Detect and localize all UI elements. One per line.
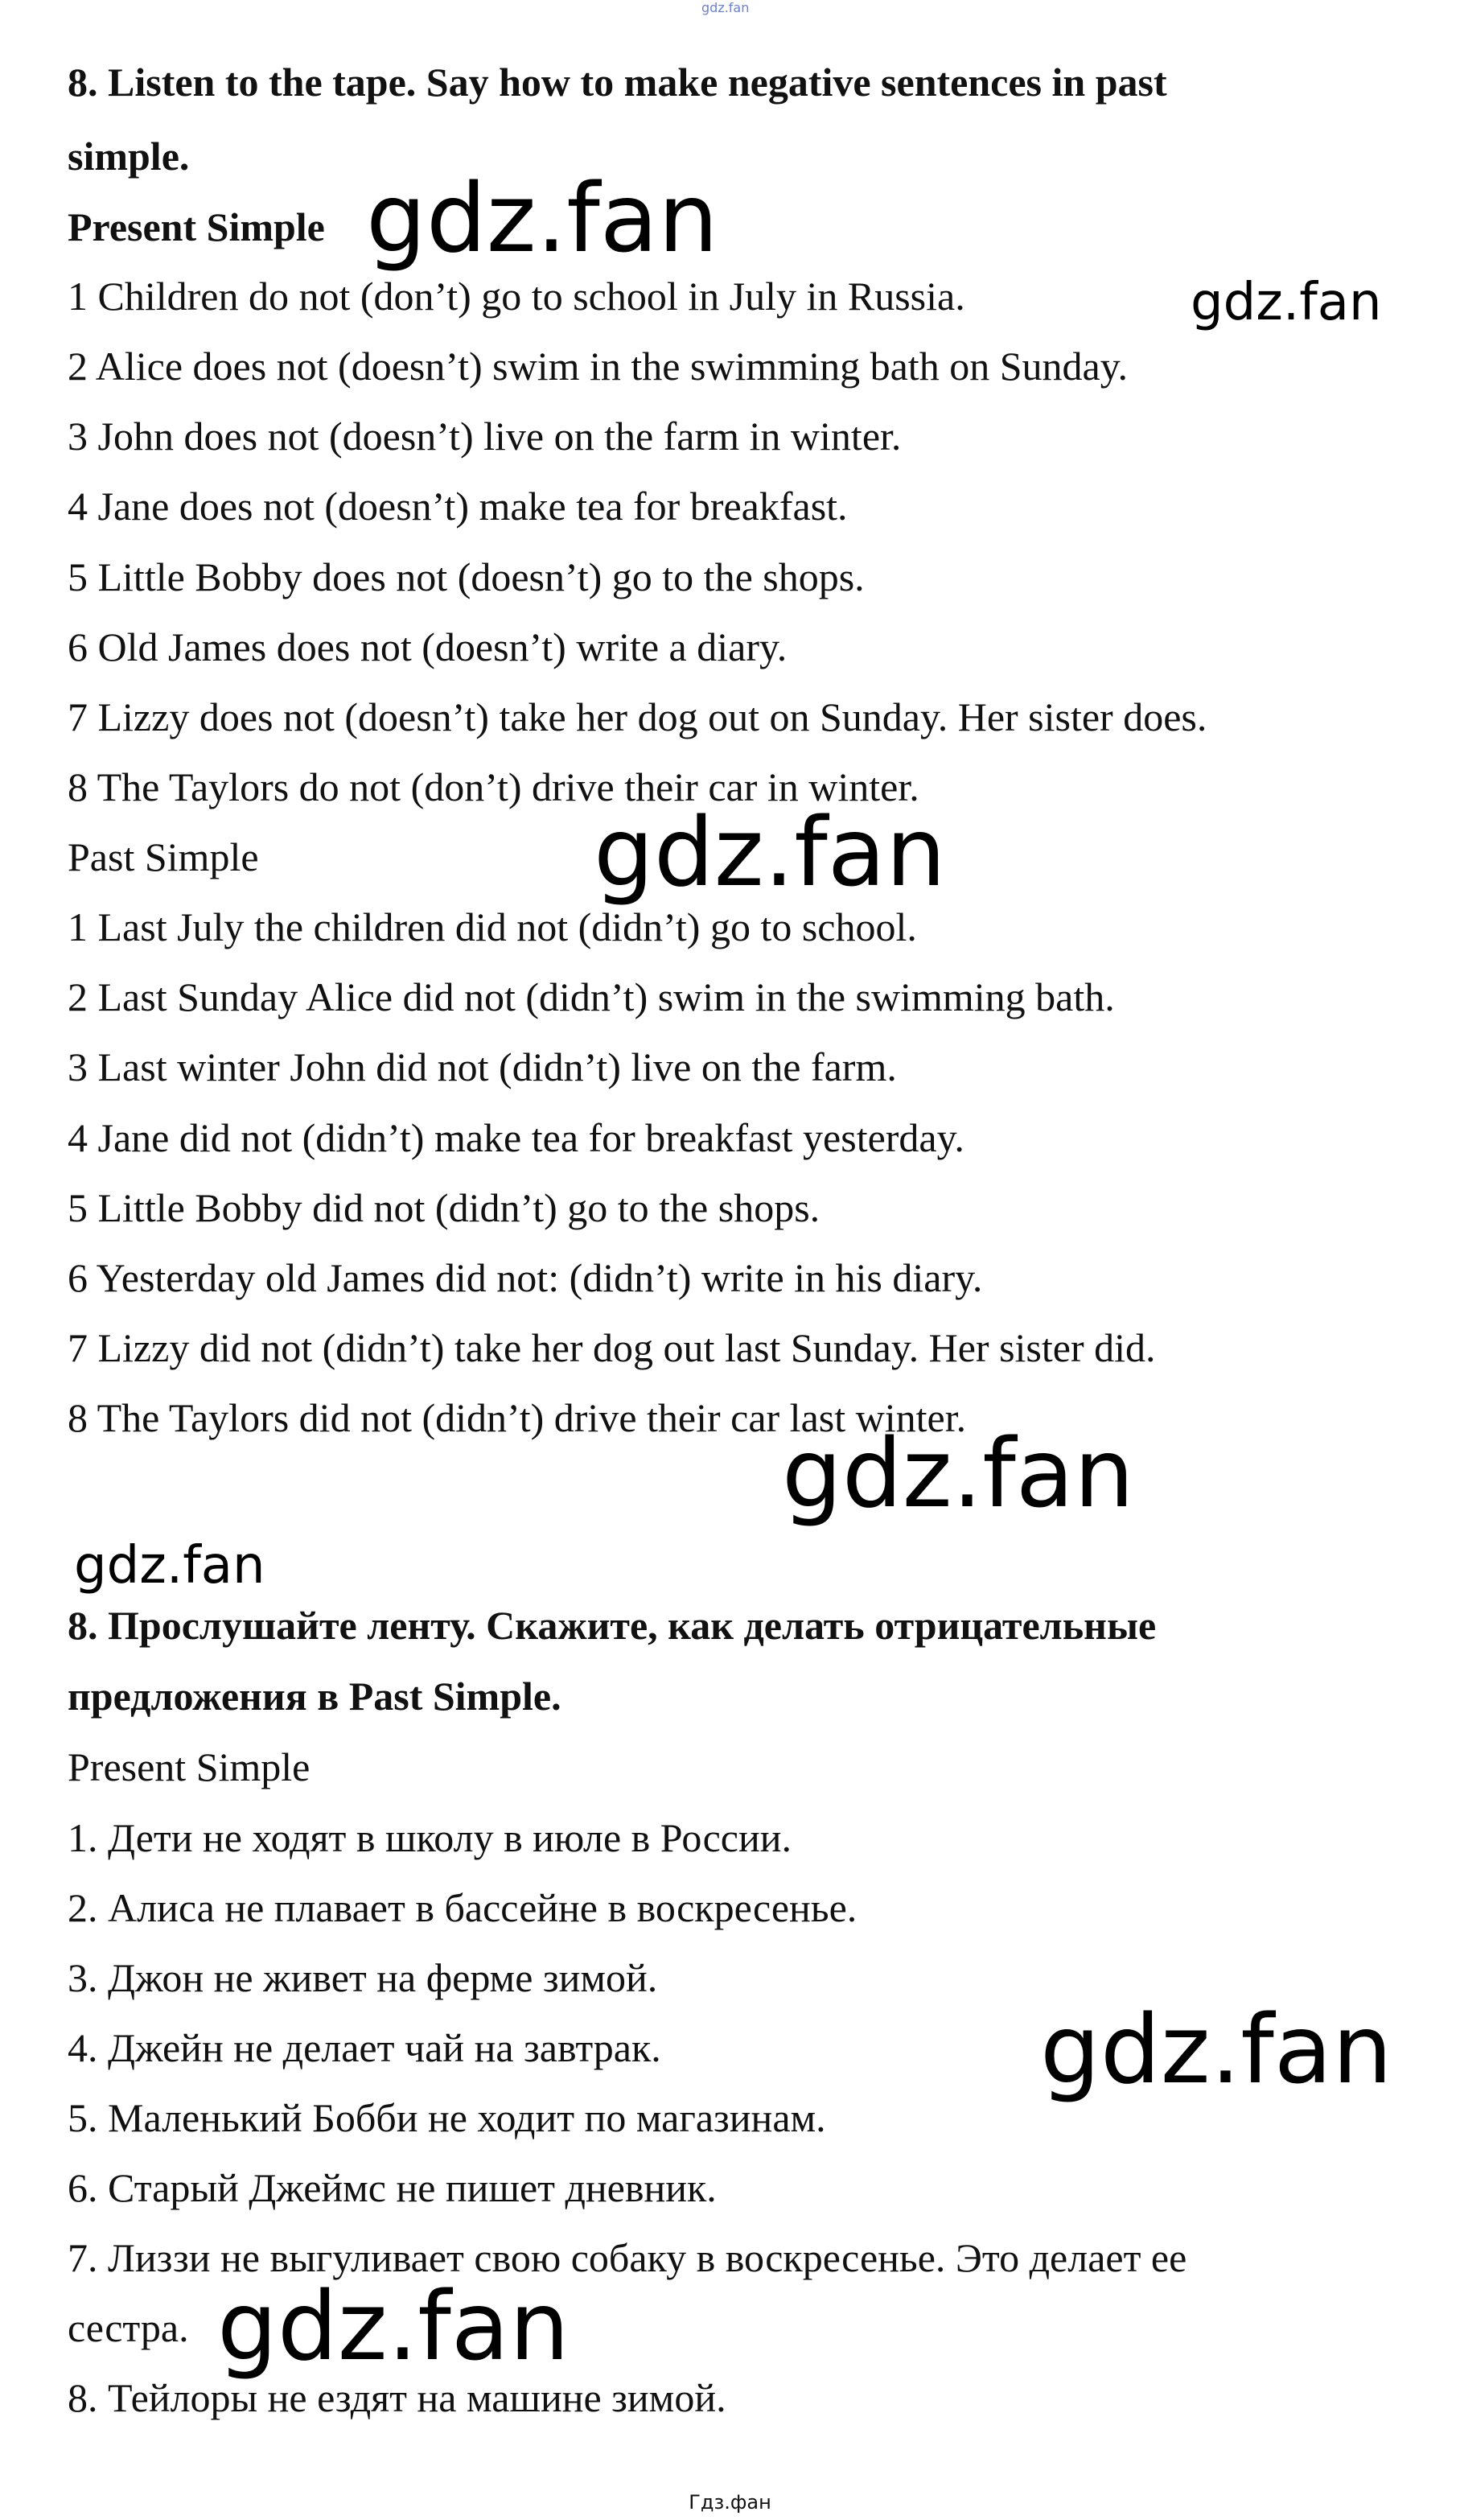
past-item-7: 7 Lizzy did not (didn’t) take her dog out last Sunday. Her sister did. (68, 1325, 1156, 1370)
ru-item-6: 6. Старый Джеймс не пишет дневник. (68, 2165, 717, 2210)
past-item-1: 1 Last July the children did not (didn’t) go to school. (68, 904, 917, 949)
exercise-heading: 8. Listen to the tape. Say how to make negative sentences in past (68, 60, 1167, 105)
watermark: gdz.fan (74, 1536, 265, 1596)
footer-text: Гдз.фан (689, 2491, 771, 2514)
present-item-5: 5 Little Bobby does not (doesn’t) go to the shops. (68, 554, 865, 599)
ru-present-simple-label: Present Simple (68, 1744, 311, 1789)
ru-item-7-continuation: сестра. (68, 2305, 189, 2350)
past-simple-label: Past Simple (68, 834, 259, 879)
present-item-1: 1 Children do not (don’t) go to school in July in Russia. (68, 274, 965, 319)
present-item-2: 2 Alice does not (doesn’t) swim in the swimming bath on Sunday. (68, 344, 1128, 389)
ru-item-1: 1. Дети не ходят в школу в июле в России. (68, 1815, 792, 1860)
ru-item-7: 7. Лиззи не выгуливает свою собаку в воскресенье. Это делает ее (68, 2235, 1187, 2280)
present-item-3: 3 John does not (doesn’t) live on the farm in winter. (68, 414, 902, 459)
past-item-8: 8 The Taylors did not (didn’t) drive their car last winter. (68, 1395, 967, 1440)
ru-item-4: 4. Джейн не делает чай на завтрак. (68, 2025, 661, 2070)
present-item-8: 8 The Taylors do not (don’t) drive their car in winter. (68, 764, 919, 809)
past-item-2: 2 Last Sunday Alice did not (didn’t) swim in the swimming bath. (68, 974, 1115, 1019)
present-item-6: 6 Old James does not (doesn’t) write a diary. (68, 624, 788, 669)
past-item-5: 5 Little Bobby did not (didn’t) go to the shops. (68, 1185, 820, 1230)
exercise-heading-continuation: simple. (68, 134, 190, 179)
past-item-4: 4 Jane did not (didn’t) make tea for breakfast yesterday. (68, 1115, 964, 1160)
past-item-3: 3 Last winter John did not (didn’t) live on the farm. (68, 1044, 897, 1089)
ru-item-5: 5. Маленький Бобби не ходит по магазинам. (68, 2095, 826, 2140)
watermark: gdz.fan (366, 163, 718, 274)
present-item-7: 7 Lizzy does not (doesn’t) take her dog out on Sunday. Her sister does. (68, 694, 1207, 739)
watermark: gdz.fan (594, 797, 946, 908)
ru-item-2: 2. Алиса не плавает в бассейне в воскресенье. (68, 1885, 857, 1930)
top-watermark: gdz.fan (701, 0, 750, 15)
watermark: gdz.fan (1191, 273, 1382, 332)
watermark: gdz.fan (217, 2271, 570, 2382)
watermark: gdz.fan (1040, 1994, 1392, 2105)
ru-item-8: 8. Тейлоры не ездят на машине зимой. (68, 2375, 726, 2420)
watermark: gdz.fan (782, 1418, 1134, 1529)
ru-item-3: 3. Джон не живет на ферме зимой. (68, 1955, 658, 2000)
past-item-6: 6 Yesterday old James did not: (didn’t) write in his diary. (68, 1255, 983, 1300)
ru-exercise-heading: 8. Прослушайте ленту. Скажите, как делать отрицательные (68, 1603, 1157, 1648)
ru-exercise-heading-continuation: предложения в Past Simple. (68, 1674, 561, 1719)
present-item-4: 4 Jane does not (doesn’t) make tea for breakfast. (68, 484, 848, 529)
present-simple-label: Present Simple (68, 204, 325, 249)
